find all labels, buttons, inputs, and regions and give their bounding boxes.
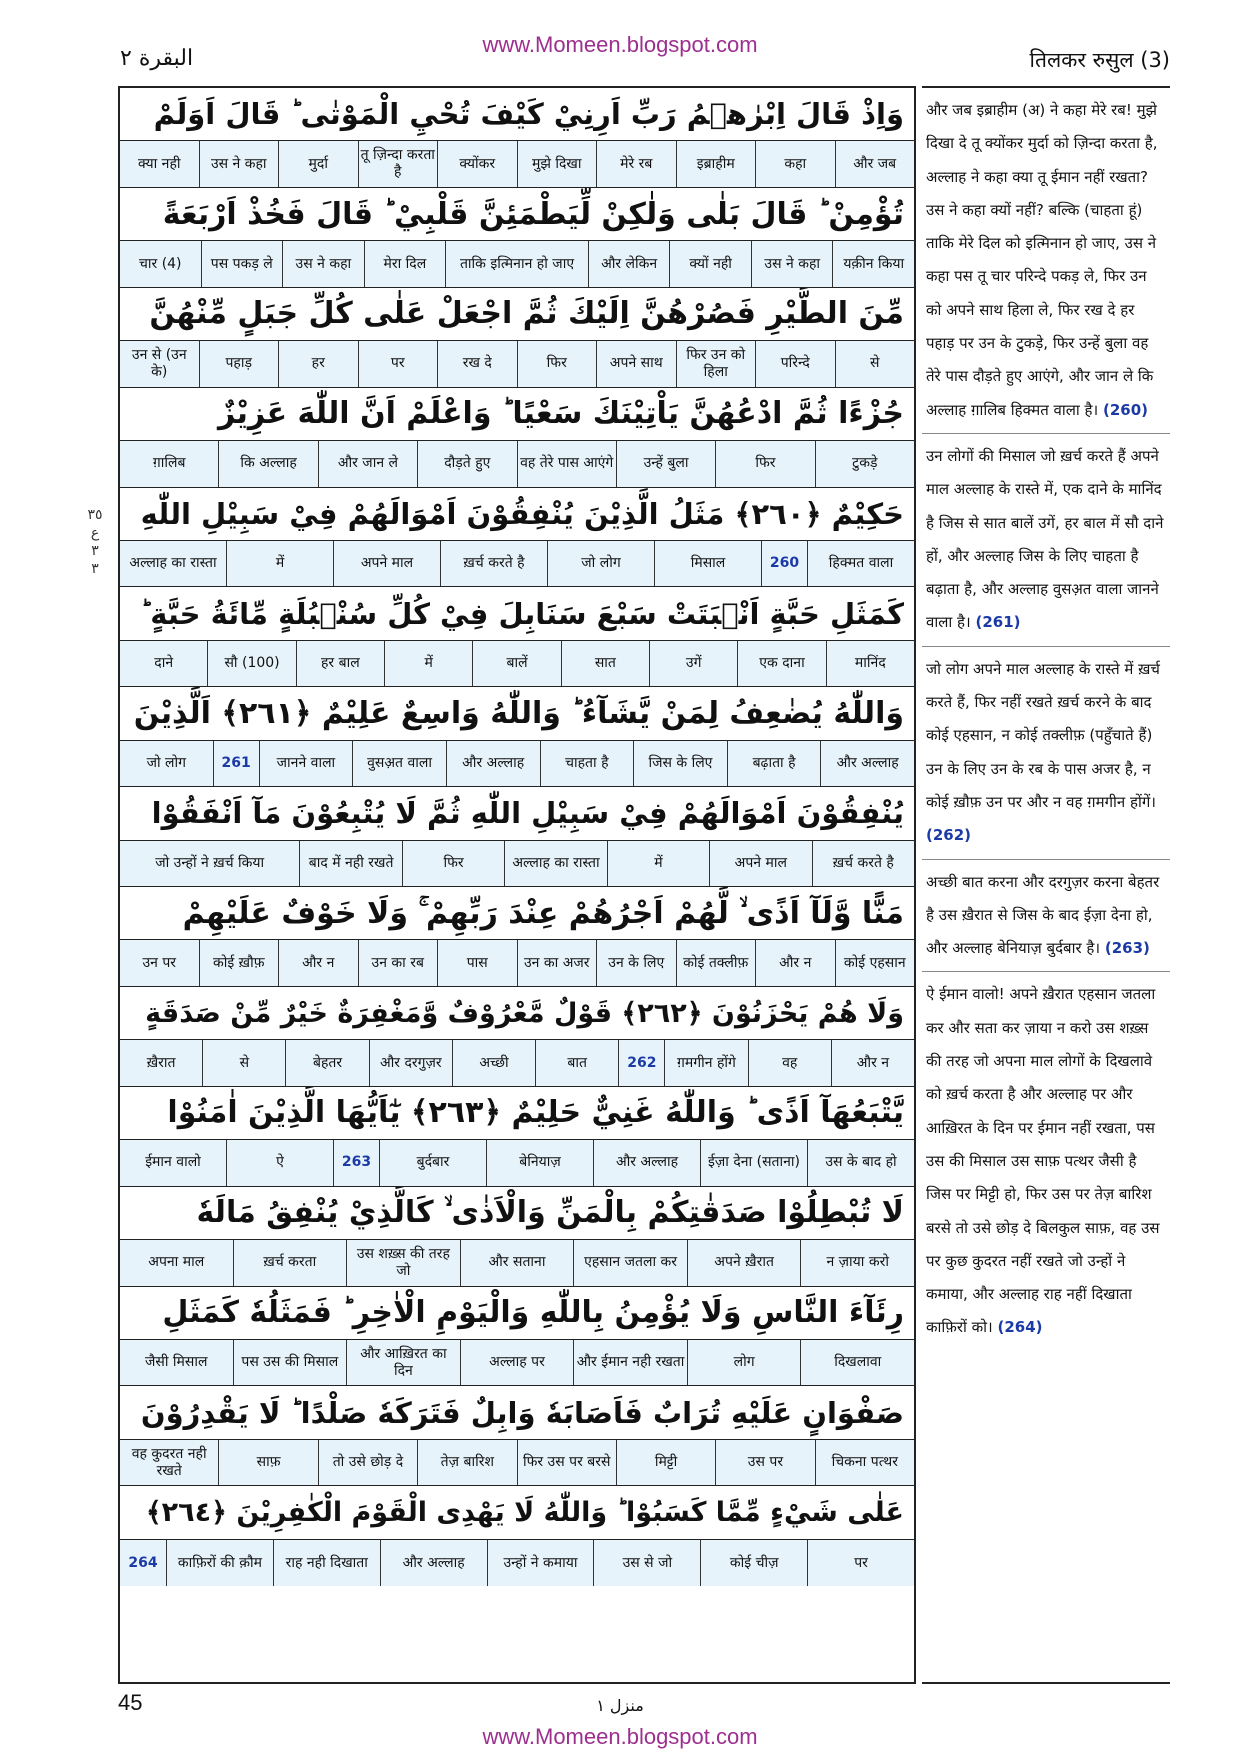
word-meanings-row [120, 740, 914, 786]
word-meaning-cell: में [384, 641, 472, 686]
verse-number: (264) [997, 1318, 1043, 1337]
word-meanings-row [120, 440, 914, 486]
word-meaning-cell: काफ़िरों की क़ौम [166, 1540, 273, 1586]
word-meaning-cell: बेहतर [285, 1040, 368, 1085]
word-meaning-cell: और ईमान नही रखता [573, 1340, 687, 1385]
word-meaning-cell: ईज़ा देना (सताना) [700, 1140, 807, 1185]
word-meaning-cell: कहा [755, 141, 835, 186]
word-meaning-cell: चाहता है [540, 741, 634, 786]
surah-label: البقرة ٢ [120, 46, 194, 71]
word-meaning-cell: और न [755, 940, 835, 985]
arabic-line: وَلَا هُمْ يَحْزَنُوْنَ ﴿٢٦٢﴾ قَوْلٌ مَّعْرُوْفٌ وَّمَغْفِرَةٌ خَيْرٌ مِّنْ صَدَقَةٍ [145, 997, 904, 1029]
word-meaning-cell: जिस के लिए [633, 741, 727, 786]
translation-paragraph [922, 88, 1170, 434]
word-meaning-cell: उस ने कहा [751, 241, 833, 286]
arabic-line: يَّتْبَعُهَآ اَذًى ؕ وَاللّٰهُ غَنِيٌّ حَلِيْمٌ ﴿٢٦٣﴾ يٰٓاَيُّهَا الَّذِيْنَ اٰمَنُوْا [167, 1095, 904, 1131]
word-meaning-cell: चार (4) [139, 255, 182, 272]
word-meaning-cell: फिर [517, 341, 597, 386]
word-meaning-cell: कोई तक्लीफ़ [676, 940, 756, 985]
word-meaning-cell: क्यों नही [669, 241, 751, 286]
series-label: तिलकर रुसुल (3) [1029, 48, 1170, 72]
verse-line-block [120, 1486, 914, 1586]
word-meaning-cell: उस ने कहा [199, 141, 279, 186]
translation-text: जो लोग अपने माल अल्लाह के रास्ते में ख़र्च करते हैं, फिर नहीं रखते ख़र्च करने के बाद कोई एहसान, न कोई तक्लीफ़ (पहुँचाते हैं) उन के लिए उन के रब के पास अजर है, न कोई ख़ौफ़ उन पर और न वह ग़मगीन होंगें। [926, 659, 1160, 811]
word-meaning-cell: और जान ले [318, 441, 417, 486]
word-meaning-cell: कि अल्लाह [218, 441, 317, 486]
word-meaning-cell: अल्लाह पर [460, 1340, 574, 1385]
word-meaning-cell: तो उसे छोड़ दे [318, 1440, 417, 1485]
word-meaning-cell: और अल्लाह [820, 741, 914, 786]
verse-line-block [120, 488, 914, 588]
word-meaning-cell: क्योंकर [437, 141, 517, 186]
verse-number-cell: 260 [761, 541, 807, 586]
word-meaning-cell: पास [437, 940, 517, 985]
word-meaning-cell: पर [358, 341, 438, 386]
word-meaning-cell: और दरगुज़र [369, 1040, 452, 1085]
word-meaning-cell: उन्हें बुला [616, 441, 715, 486]
word-meaning-cell: क्या नही [137, 155, 181, 172]
word-meaning-cell: पर [807, 1540, 914, 1586]
word-meaning-cell: अल्लाह का रास्ता [129, 555, 217, 572]
word-meaning-cell: उस पर [715, 1440, 814, 1485]
translation-paragraph [922, 860, 1170, 973]
verse-line-block [120, 1087, 914, 1187]
word-meaning-cell: एहसान जतला कर [573, 1240, 687, 1285]
word-meaning-cell: जैसी मिसाल [144, 1354, 208, 1371]
arabic-line: لَا تُبْطِلُوْا صَدَقٰتِكُمْ بِالْمَنِّ وَالْاَذٰى ۙ كَالَّذِيْ يُنْفِقُ مَالَهٗ [196, 1195, 904, 1231]
word-meaning-cell: और सताना [460, 1240, 574, 1285]
ruku-marker-part: ع [90, 525, 100, 541]
word-meaning-cell: मुझे दिखा [517, 141, 597, 186]
arabic-line: عَلٰى شَيْءٍ مِّمَّا كَسَبُوْا ؕ وَاللّٰهُ لَا يَهْدِى الْقَوْمَ الْكٰفِرِيْنَ ﴿٢٦٤﴾ [145, 1497, 904, 1529]
verse-line-block [120, 288, 914, 388]
word-meaning-cell: जो लोग [547, 541, 654, 586]
word-meaning-cell: सात [561, 641, 649, 686]
word-meaning-cell: उन के लिए [596, 940, 676, 985]
word-meaning-cell: सौ (100) [207, 641, 295, 686]
word-meaning-cell: में [607, 841, 709, 886]
verse-number-cell: 261 [213, 741, 259, 786]
word-meaning-cell: उस ने कहा [282, 241, 364, 286]
word-meaning-cell: दौड़ते हुए [417, 441, 516, 486]
word-meaning-cell: में [226, 541, 333, 586]
word-meaning-cell: तू ज़िन्दा करता है [358, 141, 438, 186]
translation-paragraph [922, 434, 1170, 647]
word-meaning-cell: उस शख़्स की तरह जो [346, 1240, 460, 1285]
word-meaning-cell: पहाड़ [199, 341, 279, 386]
word-meaning-cell: और अल्लाह [446, 741, 540, 786]
arabic-line: يُنْفِقُوْنَ اَمْوَالَهُمْ فِيْ سَبِيْلِ اللّٰهِ ثُمَّ لَا يُتْبِعُوْنَ مَآ اَنْفَقُوْا [151, 796, 904, 831]
word-meanings-row [120, 939, 914, 985]
word-meanings-row [120, 1039, 914, 1085]
word-meaning-cell: और अल्लाह [380, 1540, 487, 1586]
word-meanings-row [120, 1539, 914, 1586]
word-meanings-row [120, 340, 914, 386]
verse-number-cell: 263 [333, 1140, 379, 1185]
translation-text: अच्छी बात करना और दरगुज़र करना बेहतर है उस ख़ैरात से जिस के बाद ईज़ा देना हो, और अल्लाह बेनियाज़ बुर्दबार है। [926, 872, 1160, 958]
word-meaning-cell: वह [748, 1040, 831, 1085]
word-meaning-cell: ईमान वालो [145, 1154, 201, 1171]
word-meaning-cell: मिसाल [654, 541, 761, 586]
word-meaning-cell: हर [278, 341, 358, 386]
verse-number-cell: 264 [128, 1554, 158, 1571]
word-meaning-cell: ग़मगीन होंगे [664, 1040, 747, 1085]
word-meaning-cell: अल्लाह का रास्ता [504, 841, 606, 886]
word-meaning-cell: रख दे [437, 341, 517, 386]
word-meaning-cell: और लेकिन [588, 241, 670, 286]
word-meaning-cell: कोई चीज़ [700, 1540, 807, 1586]
verse-line-block [120, 1187, 914, 1287]
word-meaning-cell: से [202, 1040, 285, 1085]
word-meaning-cell: मेरे रब [596, 141, 676, 186]
verse-line-block [120, 1386, 914, 1486]
word-meaning-cell: उगें [649, 641, 737, 686]
translation-text: उन लोगों की मिसाल जो ख़र्च करते हैं अपने माल अल्लाह के रास्ते में, एक दाने के मानिंद है जिस से सात बालें उगें, हर बाल में सौ दाने हों, और अल्लाह जिस के लिए चाहता है बढ़ाता है, और अल्लाह वुसअ़त वाला जानने वाला है। [926, 446, 1164, 632]
arabic-line: جُزْءًا ثُمَّ ادْعُهُنَّ يَاْتِيْنَكَ سَعْيًا ؕ وَاعْلَمْ اَنَّ اللّٰهَ عَزِيْزٌ [218, 396, 904, 432]
word-meaning-cell: अपना माल [148, 1254, 205, 1271]
translation-column [922, 86, 1170, 1684]
word-meaning-cell: वुसअ़त वाला [352, 741, 446, 786]
arabic-line: حَكِيْمٌ ﴿٢٦٠﴾ مَثَلُ الَّذِيْنَ يُنْفِقُوْنَ اَمْوَالَهُمْ فِيْ سَبِيْلِ اللّٰهِ [140, 496, 904, 531]
word-meaning-cell: और आख़िरत का दिन [346, 1340, 460, 1385]
word-meaning-cell: उन का अजर [517, 940, 597, 985]
word-meaning-cell: बढ़ाता है [727, 741, 821, 786]
word-meaning-cell: न ज़ाया करो [800, 1240, 914, 1285]
translation-paragraph [922, 972, 1170, 1350]
word-meaning-cell: मेरा दिल [364, 241, 446, 286]
word-meanings-row [120, 140, 914, 186]
verse-line-block [120, 388, 914, 488]
word-meaning-cell: उस के बाद हो [807, 1140, 914, 1185]
ruku-marker [84, 506, 106, 578]
translation-paragraph [922, 647, 1170, 860]
word-meanings-row [120, 640, 914, 686]
word-meanings-row [120, 840, 914, 886]
verse-number: (261) [975, 613, 1021, 632]
word-meaning-cell: कोई ख़ौफ़ [199, 940, 279, 985]
footer-url[interactable]: www.Momeen.blogspot.com [482, 1724, 758, 1749]
word-meaning-cell: फिर उस पर बरसे [517, 1440, 616, 1485]
arabic-line: صَفْوَانٍ عَلَيْهِ تُرَابٌ فَاَصَابَهٗ وَابِلٌ فَتَرَكَهٗ صَلْدًا ؕ لَا يَقْدِرُوْنَ [140, 1395, 904, 1430]
word-meaning-cell: वह कुदरत नही रखते [131, 1445, 207, 1479]
word-meaning-cell: जो लोग [146, 754, 187, 771]
verse-line-block [120, 88, 914, 188]
verse-line-block [120, 687, 914, 787]
translation-text: ऐ ईमान वालो! अपने ख़ैरात एहसान जतला कर और सता कर ज़ाया न करो उस शख़्स की तरह जो अपना माल लोगों के दिखलावे को ख़र्च करता है और अल्लाह पर और आख़िरत के दिन पर ईमान नहीं रखता, पस उस की मिसाल उस साफ़ पत्थर जैसी है जिस पर मिट्टी हो, फिर उस पर तेज़ बारिश बरसे तो उसे छोड़ दे बिलकुल साफ़, वह उस पर कुछ कुदरत नहीं रखते जो उन्हों ने कमाया, और अल्लाह राह नहीं दिखाता काफ़िरों को। [926, 985, 1160, 1337]
word-meaning-cell: दाने [154, 655, 174, 671]
word-meaning-cell: कोई एहसान [835, 940, 915, 985]
word-meaning-cell: और न [831, 1040, 914, 1085]
word-meaning-cell: बात [535, 1040, 618, 1085]
word-meaning-cell: फिर [715, 441, 814, 486]
word-meaning-cell: बाद में नही रखते [299, 841, 401, 886]
verse-line-block [120, 787, 914, 887]
word-meaning-cell: लोग [687, 1340, 801, 1385]
word-meaning-cell: पस उस की मिसाल [233, 1340, 347, 1385]
word-meaning-cell: उन से (उन के) [131, 346, 187, 380]
word-meanings-row [120, 1439, 914, 1485]
arabic-line: وَاِذْ قَالَ اِبْرٰهٖمُ رَبِّ اَرِنِيْ كَيْفَ تُحْيِ الْمَوْتٰى ؕ قَالَ اَوَلَمْ [153, 97, 904, 132]
word-meaning-cell: से [835, 341, 915, 386]
word-meaning-cell: ऐ [226, 1140, 333, 1185]
word-meanings-row [120, 1239, 914, 1285]
word-meaning-cell: और अल्लाह [593, 1140, 700, 1185]
word-meaning-cell: बेनियाज़ [486, 1140, 593, 1185]
verse-number: (260) [1103, 400, 1149, 419]
header-url[interactable]: www.Momeen.blogspot.com [482, 32, 758, 57]
quran-word-table [118, 86, 916, 1684]
word-meaning-cell: इब्राहीम [676, 141, 756, 186]
word-meaning-cell: जो उन्हों ने ख़र्च किया [155, 854, 265, 871]
word-meaning-cell: उन्हों ने कमाया [487, 1540, 594, 1586]
word-meaning-cell: उस से जो [593, 1540, 700, 1586]
translation-text: और जब इब्राहीम (अ) ने कहा मेरे रब! मुझे दिखा दे तू क्योंकर मुर्दा को ज़िन्दा करता है, अल्लाह ने कहा क्या तू ईमान नहीं रखता? उस ने कहा क्यों नहीं? बल्कि (चाहता हूं) ताकि मेरे दिल को इत्मिनान हो जाए, उस ने कहा पस तू चार परिन्दे पकड़ ले, फिर उन को अपने साथ हिला ले, फिर रख दे हर पहाड़ पर उन के टुकड़े, फिर उन्हें बुला वह तेरे पास दौड़ते हुए आएंगे, और जान ले कि अल्लाह ग़ालिब हिक्मत वाला है। [926, 101, 1158, 419]
word-meanings-row [120, 540, 914, 586]
word-meaning-cell: एक दाना [737, 641, 825, 686]
word-meaning-cell: वह तेरे पास आएंगे [517, 441, 616, 486]
word-meaning-cell: हिक्मत वाला [807, 541, 914, 586]
word-meaning-cell: अच्छी [452, 1040, 535, 1085]
word-meaning-cell: मुर्दा [278, 141, 358, 186]
word-meaning-cell: पस पकड़ ले [201, 241, 283, 286]
word-meaning-cell: तेज़ बारिश [417, 1440, 516, 1485]
word-meaning-cell: बुर्दबार [379, 1140, 486, 1185]
word-meaning-cell: फिर [402, 841, 504, 886]
verse-line-block [120, 1287, 914, 1387]
arabic-line: مِّنَ الطَّيْرِ فَصُرْهُنَّ اِلَيْكَ ثُمَّ اجْعَلْ عَلٰى كُلِّ جَبَلٍ مِّنْهُنَّ [149, 296, 904, 332]
word-meanings-row [120, 240, 914, 286]
word-meaning-cell: दिखलावा [800, 1340, 914, 1385]
arabic-line: رِئَآءَ النَّاسِ وَلَا يُؤْمِنُ بِاللّٰهِ وَالْيَوْمِ الْاٰخِرِ ؕ فَمَثَلُهٗ كَمَثَلِ [162, 1295, 904, 1331]
word-meaning-cell: ख़र्च करते है [440, 541, 547, 586]
word-meaning-cell: मानिंद [826, 641, 914, 686]
page-number: 45 [118, 1690, 143, 1715]
verse-number: (262) [926, 826, 972, 845]
word-meaning-cell: टुकड़े [815, 441, 914, 486]
word-meaning-cell: उन का रब [358, 940, 438, 985]
word-meaning-cell: ग़ालिब [152, 455, 186, 472]
ruku-marker-part: ٣ [91, 543, 99, 559]
word-meanings-row [120, 1339, 914, 1385]
verse-line-block [120, 987, 914, 1087]
arabic-line: تُؤْمِنْ ؕ قَالَ بَلٰى وَلٰكِنْ لِّيَطْمَئِنَّ قَلْبِيْ ؕ قَالَ فَخُذْ اَرْبَعَةً [162, 196, 904, 232]
word-meaning-cell: चिकना पत्थर [815, 1440, 914, 1485]
word-meaning-cell: ख़र्च करते है [812, 841, 914, 886]
word-meaning-cell: परिन्दे [755, 341, 835, 386]
word-meaning-cell: ताकि इत्मिनान हो जाए [445, 241, 588, 286]
verse-line-block [120, 188, 914, 288]
verse-number: (263) [1104, 939, 1150, 958]
word-meaning-cell: बालें [472, 641, 560, 686]
word-meaning-cell: और जब [835, 141, 915, 186]
word-meaning-cell: ख़र्च करता [233, 1240, 347, 1285]
word-meaning-cell: यक़ीन किया [832, 241, 914, 286]
arabic-line: كَمَثَلِ حَبَّةٍ اَنْۢبَتَتْ سَبْعَ سَنَابِلَ فِيْ كُلِّ سُنْۢبُلَةٍ مِّائَةُ حَبَّةٍ ؕ [140, 596, 904, 631]
word-meaning-cell: जानने वाला [259, 741, 353, 786]
verse-line-block [120, 587, 914, 687]
word-meaning-cell: साफ़ [218, 1440, 317, 1485]
word-meaning-cell: अपने साथ [596, 341, 676, 386]
ruku-marker-part: ٣٥ [87, 507, 103, 523]
word-meanings-row [120, 1139, 914, 1185]
verse-number-cell: 262 [618, 1040, 664, 1085]
word-meaning-cell: अपने माल [709, 841, 811, 886]
word-meaning-cell: अपने ख़ैरात [687, 1240, 801, 1285]
arabic-line: وَاللّٰهُ يُضٰعِفُ لِمَنْ يَّشَآءُ ؕ وَاللّٰهُ وَاسِعٌ عَلِيْمٌ ﴿٢٦١﴾ اَلَّذِيْنَ [133, 695, 904, 731]
manzil-label: منزل ١ [596, 1696, 644, 1715]
word-meaning-cell: और न [278, 940, 358, 985]
ruku-marker-part: ٣ [91, 561, 99, 577]
word-meaning-cell: ख़ैरात [146, 1054, 176, 1071]
word-meaning-cell: उन पर [142, 954, 177, 971]
word-meaning-cell: हर बाल [296, 641, 384, 686]
arabic-line: مَنًّا وَّلَآ اَذًى ۙ لَّهُمْ اَجْرُهُمْ عِنْدَ رَبِّهِمْ ۚ وَلَا خَوْفٌ عَلَيْهِمْ [182, 895, 904, 931]
verse-line-block [120, 887, 914, 987]
word-meaning-cell: मिट्टी [616, 1440, 715, 1485]
word-meaning-cell: राह नही दिखाता [273, 1540, 380, 1586]
word-meaning-cell: फिर उन को हिला [676, 341, 756, 386]
word-meaning-cell: अपने माल [333, 541, 440, 586]
